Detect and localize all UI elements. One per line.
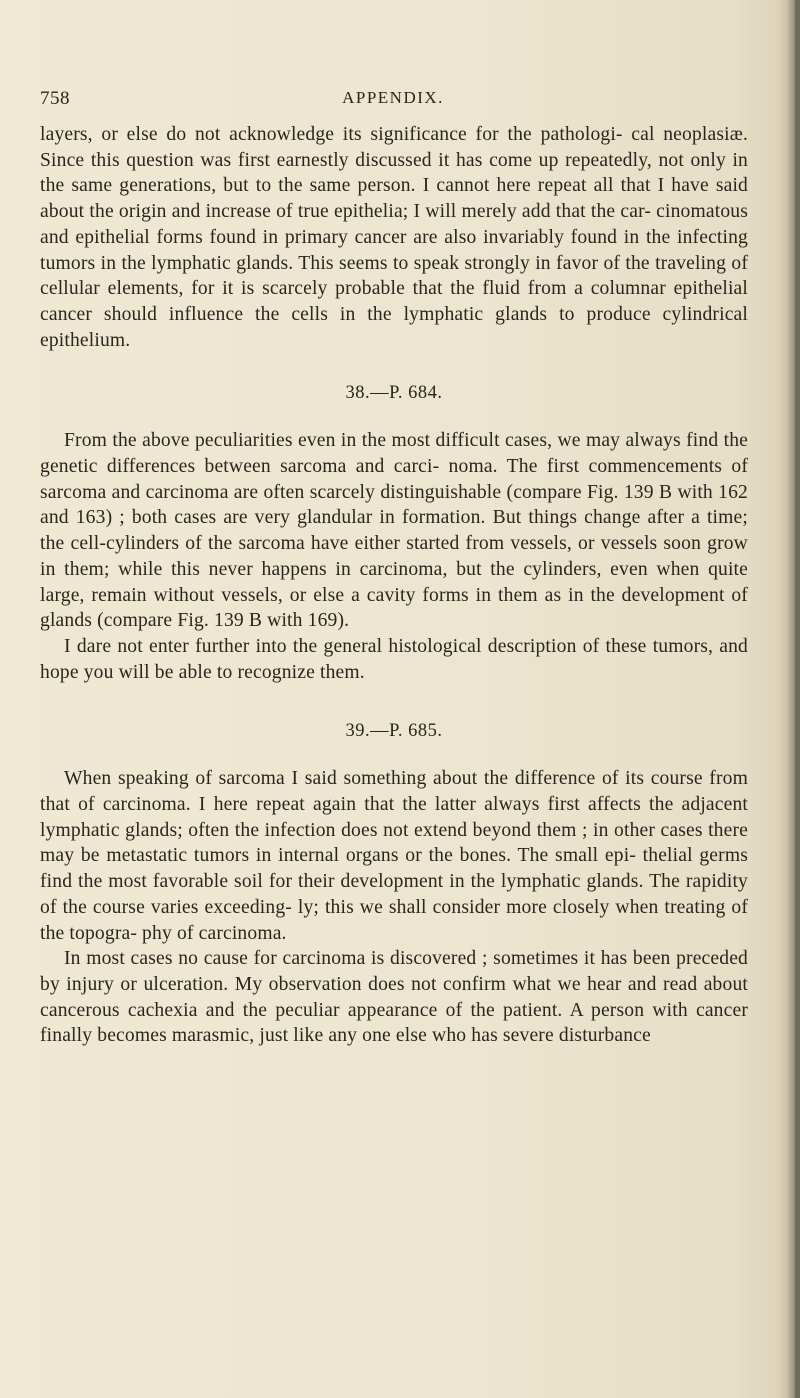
paragraph: In most cases no cause for carcinoma is discovered ; sometimes it has been preceded by injury or ulceration. My observation does not confirm what we hear and read about cancerous cachexia and the peculiar appearance of the patient. A person with cancer finally becomes marasmic, just like any one else who has severe disturbance [40,948,748,1047]
paragraph-continuation: layers, or else do not acknowledge its significance for the pathologi- cal neoplasiæ. Since this question was first earnestly discussed it has come up repeatedly, not only in the same generations, but to the same person. I cannot here repeat all that I have said about the origin and increase of true epithelia; I will merely add that the car- cinomatous and epithelial forms found in primary cancer are also invariably found in the infecting tumors in the lymphatic glands. This seems to speak strongly in favor of the traveling of cellular elements, for it is scarcely probable that the fluid from a columnar epithelial cancer should influence the cells in the lymphatic glands to produce cylindrical epithelium. [40,124,748,351]
running-title: APPENDIX. [342,88,444,107]
page-edge [795,0,800,1398]
paragraph: When speaking of sarcoma I said something about the difference of its course from that of carcinoma. I here repeat again that the latter always first affects the adjacent lymphatic glands; often the infection does not extend beyond them ; in other cases there may be metastatic tumors in internal organs or the bones. The small epi- thelial germs find the most favorable soil for their development in the lymphatic glands. The rapidity of the course varies exceeding- ly; this we shall consider more closely when treating of the topogra- phy of carcinoma. [40,768,748,944]
section-heading-39: 39.—P. 685. [345,721,443,742]
running-head [40,88,746,110]
section-heading-38: 38.—P. 684. [345,383,443,404]
page-number: 758 [40,88,70,109]
paragraph: I dare not enter further into the general histological description of these tumors, and hope you will be able to recognize them. [40,635,748,683]
paragraph: From the above peculiarities even in the most difficult cases, we may always find the genetic differences between sarcoma and carci- noma. The first commencements of sarcoma and carcinoma are often scarcely distinguishable (compare Fig. 139 B with 162 and 163) ; both cases are very glandular in formation. But things change after a time; the cell-cylinders of the sarcoma have either started from vessels, or vessels soon grow in them; while this never happens in carcinoma, but the cylinders, even when quite large, remain without vessels, or else a cavity forms in them as in the development of glands (compare Fig. 139 B with 169). [40,430,748,632]
body-text [40,122,748,1049]
